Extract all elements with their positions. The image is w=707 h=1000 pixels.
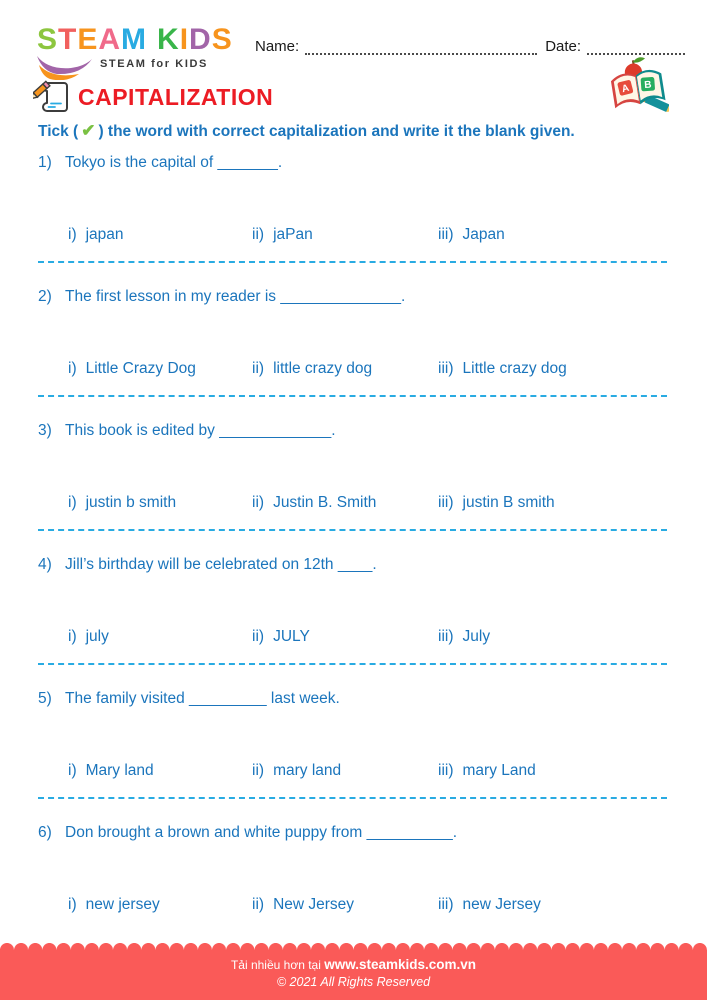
option-text: jaPan xyxy=(273,226,313,243)
question-text: The family visited _________ last week. xyxy=(65,690,340,707)
option-ii[interactable] xyxy=(252,762,438,782)
logo-letter: S xyxy=(211,23,233,56)
option-i[interactable] xyxy=(68,226,252,246)
option-text: Little Crazy Dog xyxy=(85,360,196,377)
logo-letter: M xyxy=(121,23,148,56)
name-date-row xyxy=(255,34,692,56)
logo-tagline: STEAM for KIDS xyxy=(100,58,208,70)
option-label: ii) xyxy=(252,628,265,645)
instruction-suffix: ) the word with correct capitalization and write it the blank given. xyxy=(98,123,575,140)
footer-download-text: Tải nhiều hơn tại xyxy=(230,958,321,972)
question-text: This book is edited by _____________. xyxy=(65,422,336,439)
question-number: 3) xyxy=(38,422,52,439)
option-label: iii) xyxy=(438,494,454,511)
option-text: mary Land xyxy=(462,762,536,779)
option-iii[interactable] xyxy=(438,762,667,782)
option-label: i) xyxy=(68,628,77,645)
question-text: Tokyo is the capital of _______. xyxy=(65,154,283,171)
option-i[interactable] xyxy=(68,360,252,380)
option-i[interactable] xyxy=(68,896,252,916)
option-label: i) xyxy=(68,896,77,913)
logo-letter: A xyxy=(98,23,122,56)
date-line[interactable] xyxy=(587,43,685,55)
logo-letter: E xyxy=(77,23,99,56)
option-text: mary land xyxy=(273,762,342,779)
option-label: iii) xyxy=(438,628,454,645)
option-text: justin B smith xyxy=(462,494,555,511)
option-label: iii) xyxy=(438,226,454,243)
website-url: www.steamkids.com.vn xyxy=(324,957,477,972)
option-text: July xyxy=(462,628,491,645)
option-text: july xyxy=(85,628,109,645)
question-2 xyxy=(38,288,667,397)
separator-line xyxy=(38,261,667,263)
option-label: ii) xyxy=(252,762,265,779)
footer-copyright: © 2021 All Rights Reserved xyxy=(276,975,431,989)
option-text: little crazy dog xyxy=(273,360,373,377)
instruction-prefix: Tick ( xyxy=(38,123,79,140)
separator-line xyxy=(38,529,667,531)
option-iii[interactable] xyxy=(438,360,667,380)
option-ii[interactable] xyxy=(252,360,438,380)
date-label: Date: xyxy=(545,38,582,55)
check-icon: ✔ xyxy=(81,121,96,140)
book-letter-b: B xyxy=(643,79,652,92)
separator-line xyxy=(38,797,667,799)
question-number: 1) xyxy=(38,154,52,171)
option-i[interactable] xyxy=(68,762,252,782)
option-text: new Jersey xyxy=(462,896,541,913)
question-1 xyxy=(38,154,667,263)
pencil-paper-icon xyxy=(33,76,75,118)
logo-wordmark xyxy=(37,24,233,56)
option-label: ii) xyxy=(252,226,265,243)
option-label: iii) xyxy=(438,896,454,913)
option-label: i) xyxy=(68,762,77,779)
page-title: CAPITALIZATION xyxy=(78,83,274,110)
question-4 xyxy=(38,556,667,665)
option-label: iii) xyxy=(438,360,454,377)
option-ii[interactable] xyxy=(252,226,438,246)
separator-line xyxy=(38,395,667,397)
option-text: new jersey xyxy=(85,896,160,913)
option-label: i) xyxy=(68,494,77,511)
option-text: Japan xyxy=(462,226,505,243)
question-3 xyxy=(38,422,667,531)
option-iii[interactable] xyxy=(438,628,667,648)
separator-line xyxy=(38,663,667,665)
question-text: Jill’s birthday will be celebrated on 12th ____. xyxy=(65,556,377,573)
option-text: Justin B. Smith xyxy=(273,494,377,511)
question-text: The first lesson in my reader is ______________. xyxy=(65,288,406,305)
option-text: New Jersey xyxy=(273,896,355,913)
question-number: 4) xyxy=(38,556,52,573)
book-letter-a: A xyxy=(620,82,631,96)
book-ab-icon xyxy=(609,55,669,119)
option-text: JULY xyxy=(273,628,310,645)
footer xyxy=(0,950,707,1000)
logo-letter: K xyxy=(157,23,180,56)
logo-letter: D xyxy=(189,23,212,56)
option-text: japan xyxy=(85,226,124,243)
option-label: i) xyxy=(68,226,77,243)
option-label: ii) xyxy=(252,494,265,511)
question-number: 6) xyxy=(38,824,52,841)
question-text: Don brought a brown and white puppy from __________. xyxy=(65,824,458,841)
instruction xyxy=(38,121,667,141)
option-iii[interactable] xyxy=(438,896,667,916)
option-iii[interactable] xyxy=(438,226,667,246)
logo-letter: S xyxy=(37,23,59,56)
name-label: Name: xyxy=(255,38,300,55)
option-label: ii) xyxy=(252,360,265,377)
footer-download-line xyxy=(0,950,707,972)
option-ii[interactable] xyxy=(252,494,438,514)
option-label: iii) xyxy=(438,762,454,779)
title-row xyxy=(33,76,273,118)
option-text: justin b smith xyxy=(85,494,177,511)
option-label: ii) xyxy=(252,896,265,913)
worksheet-body xyxy=(38,121,667,931)
question-number: 2) xyxy=(38,288,52,305)
question-6 xyxy=(38,824,667,916)
option-text: Mary land xyxy=(85,762,154,779)
name-line[interactable] xyxy=(305,43,537,55)
option-text: Little crazy dog xyxy=(462,360,567,377)
question-5 xyxy=(38,690,667,799)
question-number: 5) xyxy=(38,690,52,707)
option-ii[interactable] xyxy=(252,628,438,648)
option-iii[interactable] xyxy=(438,494,667,514)
option-ii[interactable] xyxy=(252,896,438,916)
logo-letter: T xyxy=(58,23,78,56)
steam-kids-logo xyxy=(37,24,233,80)
logo-letter: I xyxy=(179,23,190,56)
option-i[interactable] xyxy=(68,494,252,514)
option-label: i) xyxy=(68,360,77,377)
option-i[interactable] xyxy=(68,628,252,648)
